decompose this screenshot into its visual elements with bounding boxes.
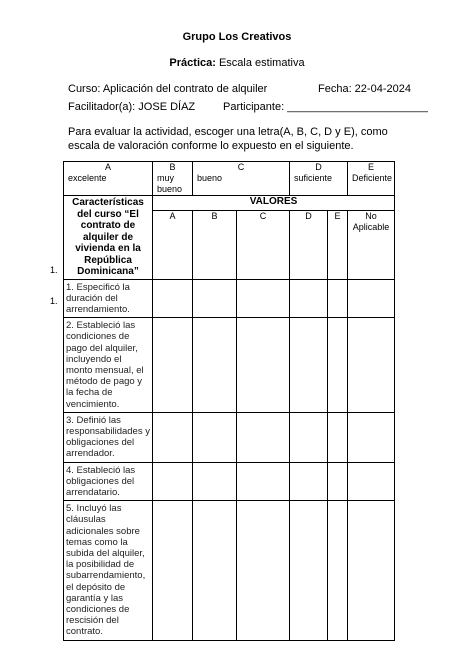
criterion-cell: 4. Estableció las obligaciones del arrendatario. [64, 462, 153, 501]
rating-cell[interactable] [237, 412, 290, 462]
table-row [64, 318, 395, 413]
rating-cell[interactable] [348, 462, 395, 501]
table-row [64, 279, 395, 318]
criteria-header: Características del curso “El contrato de alquiler de vivienda en la República Dominicana” [64, 196, 153, 280]
rating-cell[interactable] [328, 412, 348, 462]
rating-cell[interactable] [348, 501, 395, 640]
valores-header: VALORES [153, 196, 395, 211]
column-header: No Aplicable [348, 210, 395, 279]
facilitator-line: Facilitador(a): JOSE DÍAZ [68, 101, 196, 113]
criterion-cell: 1. Especificó la duración del arrendamiento. [64, 279, 153, 318]
rating-cell[interactable] [290, 412, 328, 462]
rating-cell[interactable] [153, 462, 193, 501]
rating-cell[interactable] [290, 279, 328, 318]
document-title: Grupo Los Creativos [182, 31, 292, 43]
rating-cell[interactable] [328, 462, 348, 501]
course-line: Curso: Aplicación del contrato de alquiler [68, 83, 268, 95]
rating-cell[interactable] [153, 318, 193, 413]
rating-cell[interactable] [348, 412, 395, 462]
evaluation-table [63, 161, 395, 641]
scale-cell: A excelente [64, 162, 153, 196]
rating-cell[interactable] [237, 279, 290, 318]
rating-cell[interactable] [328, 501, 348, 640]
column-header: E [328, 210, 348, 279]
rating-cell[interactable] [290, 501, 328, 640]
participant-line: Participante: _______________________ [223, 101, 428, 113]
rating-cell[interactable] [237, 318, 290, 413]
scale-cell: E Deficiente [348, 162, 395, 196]
scale-row [64, 162, 395, 196]
column-header: C [237, 210, 290, 279]
scale-cell: D suficiente [290, 162, 348, 196]
criterion-cell: 2. Estableció las condiciones de pago del alquiler, incluyendo el monto mensual, el método de pago y la fecha de vencimiento. [64, 318, 153, 413]
table-row [64, 501, 395, 640]
instructions: Para evaluar la actividad, escoger una letra(A, B, C, D y E), como escala de valoración conforme lo expuesto en el siguiente. [68, 126, 388, 152]
column-header: A [153, 210, 193, 279]
table-row [64, 412, 395, 462]
rating-cell[interactable] [193, 318, 237, 413]
rating-cell[interactable] [193, 279, 237, 318]
rating-cell[interactable] [328, 279, 348, 318]
rating-cell[interactable] [153, 412, 193, 462]
criterion-cell: 5. Incluyó las cláusulas adicionales sobre temas como la subida del alquiler, la posibilidad de subarrendamiento, el depósito de garantía y las condiciones de rescisión del contrato. [64, 501, 153, 640]
scale-cell: B muy bueno [153, 162, 193, 196]
rating-cell[interactable] [290, 318, 328, 413]
row-number: 1. [50, 265, 58, 275]
practice-value: Escala estimativa [218, 57, 305, 69]
rating-cell[interactable] [348, 279, 395, 318]
rating-cell[interactable] [153, 501, 193, 640]
rating-cell[interactable] [348, 318, 395, 413]
rating-cell[interactable] [237, 462, 290, 501]
rating-cell[interactable] [237, 501, 290, 640]
practice-label: Práctica: [169, 57, 216, 69]
column-header: D [290, 210, 328, 279]
scale-cell: C bueno [193, 162, 290, 196]
criterion-cell: 3. Definió las responsabilidades y obligaciones del arrendador. [64, 412, 153, 462]
rating-cell[interactable] [290, 462, 328, 501]
table-row [64, 462, 395, 501]
practice-line [0, 57, 474, 69]
rating-cell[interactable] [193, 462, 237, 501]
column-header: B [193, 210, 237, 279]
rating-cell[interactable] [153, 279, 193, 318]
rating-cell[interactable] [193, 501, 237, 640]
date-line: Fecha: 22-04-2024 [318, 83, 411, 95]
row-number: 1. [50, 296, 58, 306]
rating-cell[interactable] [328, 318, 348, 413]
rating-cell[interactable] [193, 412, 237, 462]
